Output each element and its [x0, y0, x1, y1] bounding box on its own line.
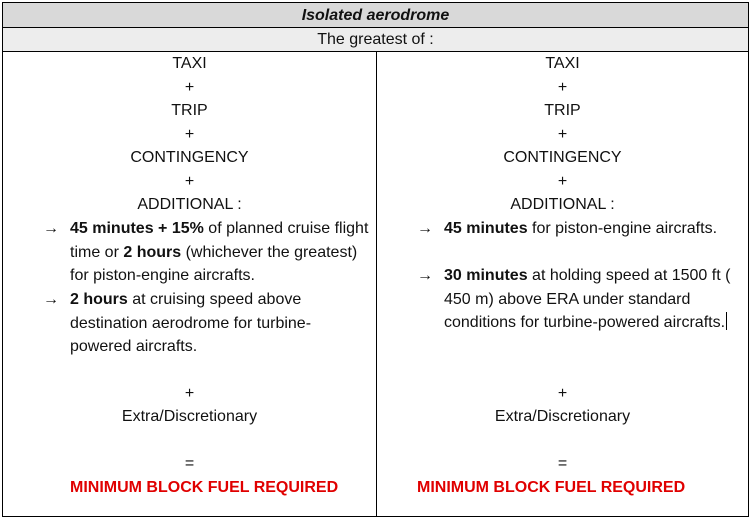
contingency-label: CONTINGENCY — [503, 149, 622, 166]
result-label: MINIMUM BLOCK FUEL REQUIRED — [417, 479, 686, 496]
additional-label: ADDITIONAL : — [510, 196, 615, 213]
plus-sign: + — [184, 79, 195, 96]
contingency-label: CONTINGENCY — [130, 149, 249, 166]
arrow-right-icon: → — [43, 291, 59, 308]
equals-sign: = — [184, 455, 195, 472]
column-left — [3, 52, 377, 516]
bullet-bold-text: 45 minutes + 15% — [70, 220, 204, 237]
bullet-bold-text: 2 hours — [70, 291, 128, 308]
table-subtitle: The greatest of : — [3, 28, 748, 52]
arrow-right-icon: → — [417, 220, 433, 237]
plus-sign: + — [557, 126, 568, 143]
plus-sign: + — [557, 385, 568, 402]
trip-label: TRIP — [171, 102, 208, 119]
bullet-text — [444, 264, 734, 335]
bullet-bold-text: 2 hours — [123, 243, 182, 261]
extra-label: Extra/Discretionary — [494, 408, 631, 425]
equals-sign: = — [557, 455, 568, 472]
bullet-text — [70, 288, 372, 359]
additional-label: ADDITIONAL : — [137, 196, 242, 213]
extra-label: Extra/Discretionary — [121, 408, 258, 425]
fuel-table — [2, 2, 749, 517]
column-right — [377, 52, 748, 516]
bullet-plain-text: at cruising speed above destination aerodrome for turbine-powered aircrafts. — [70, 291, 312, 355]
plus-sign: + — [557, 79, 568, 96]
arrow-right-icon: → — [417, 267, 433, 284]
plus-sign: + — [184, 385, 195, 402]
plus-sign: + — [184, 173, 195, 190]
bullet-text — [70, 217, 372, 288]
result-label: MINIMUM BLOCK FUEL REQUIRED — [70, 479, 339, 496]
trip-label: TRIP — [544, 102, 581, 119]
taxi-label: TAXI — [545, 55, 580, 72]
bullet-bold-text: 45 minutes — [444, 220, 528, 237]
bullet-plain-text: (whichever the greatest) for piston-engine aircrafts. — [70, 243, 358, 284]
arrow-right-icon: → — [43, 220, 59, 237]
plus-sign: + — [184, 126, 195, 143]
table-title: Isolated aerodrome — [3, 3, 748, 28]
plus-sign: + — [557, 173, 568, 190]
bullet-text — [444, 217, 734, 241]
bullet-plain-text: at holding speed at 1500 ft ( 450 m) above ERA under standard conditions for turbine-powered aircrafts. — [444, 267, 731, 331]
taxi-label: TAXI — [172, 55, 207, 72]
text-cursor — [726, 312, 727, 330]
bullet-plain-text: for piston-engine aircrafts. — [527, 220, 718, 237]
bullet-bold-text: 30 minutes — [444, 267, 528, 284]
bullet-plain-text: of planned cruise flight time or — [70, 220, 369, 261]
